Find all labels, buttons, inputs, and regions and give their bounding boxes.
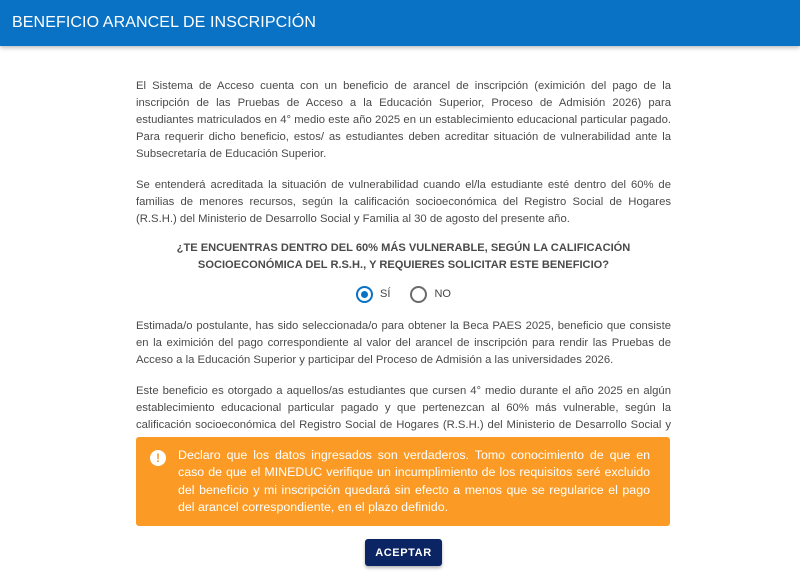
radio-no-label: NO bbox=[434, 287, 451, 300]
declaration-alert bbox=[136, 437, 670, 526]
radio-dot-icon bbox=[361, 291, 368, 298]
radio-no-unchecked-icon[interactable] bbox=[410, 286, 427, 303]
vulnerability-paragraph: Se entenderá acreditada la situación de vulnerabilidad cuando el/la estudiante esté dentro del 60% de familias de menores recursos, según la calificación socioeconómica del Registro Social de Hogares (R.S.H.) del Ministerio de Desarrollo Social y Familia al 30 de agosto del presente año. bbox=[136, 179, 671, 225]
exclamation-icon: ! bbox=[150, 450, 166, 466]
declaration-text: Declaro que los datos ingresados son verdaderos. Tomo conocimiento de que en caso de que el MINEDUC verifique un incumplimiento de los requisitos seré excluido del beneficio y mi inscripción quedará sin efecto a menos que se regularice el pago del arancel correspondiente, en el plazo definido. bbox=[178, 448, 650, 514]
benefit-content bbox=[136, 78, 671, 451]
app-header bbox=[0, 0, 800, 46]
benefit-details-paragraph: Este beneficio es otorgado a aquellos/as estudiantes que cursen 4° medio durante el año 2025 en algún establecimiento educacional particular pagado y que pertenezcan al 60% más vulnerable, según la calificación socioeconómica del Registro Social de Hogares (R.S.H.) del Ministerio de Desarrollo Social y bbox=[136, 385, 671, 431]
radio-yes-checked-icon[interactable] bbox=[356, 286, 373, 303]
accept-button[interactable]: ACEPTAR bbox=[365, 539, 442, 566]
selection-paragraph: Estimada/o postulante, has sido seleccionada/o para obtener la Beca PAES 2025, beneficio que consiste en la eximición del pago correspondiente al valor del arancel de inscripción para rendir las Pruebas de Acceso a la Educación Superior y participar del Proceso de Admisión a las universidades 2026. bbox=[136, 320, 671, 366]
eligibility-question: ¿TE ENCUENTRAS DENTRO DEL 60% MÁS VULNERABLE, SEGÚN LA CALIFICACIÓN SOCIOECONÓMICA DEL R.S.H., Y REQUIERES SOLICITAR ESTE BENEFICIO? bbox=[176, 242, 631, 271]
page-title: BENEFICIO ARANCEL DE INSCRIPCIÓN bbox=[12, 14, 316, 31]
radio-option-no[interactable] bbox=[410, 286, 451, 303]
radio-option-yes[interactable] bbox=[356, 286, 390, 303]
eligibility-radio-group bbox=[136, 284, 671, 304]
intro-paragraph: El Sistema de Acceso cuenta con un beneficio de arancel de inscripción (eximición del pago de la inscripción de las Pruebas de Acceso a la Educación Superior, Proceso de Admisión 2026) para estudiantes matriculados en 4° medio este año 2025 en un establecimiento educacional particular pagado. Para requerir dicho beneficio, estos/ as estudiantes deben acreditar situación de vulnerabilidad ante la Subsecretaría de Educación Superior. bbox=[136, 80, 671, 160]
radio-yes-label: SÍ bbox=[380, 287, 391, 300]
